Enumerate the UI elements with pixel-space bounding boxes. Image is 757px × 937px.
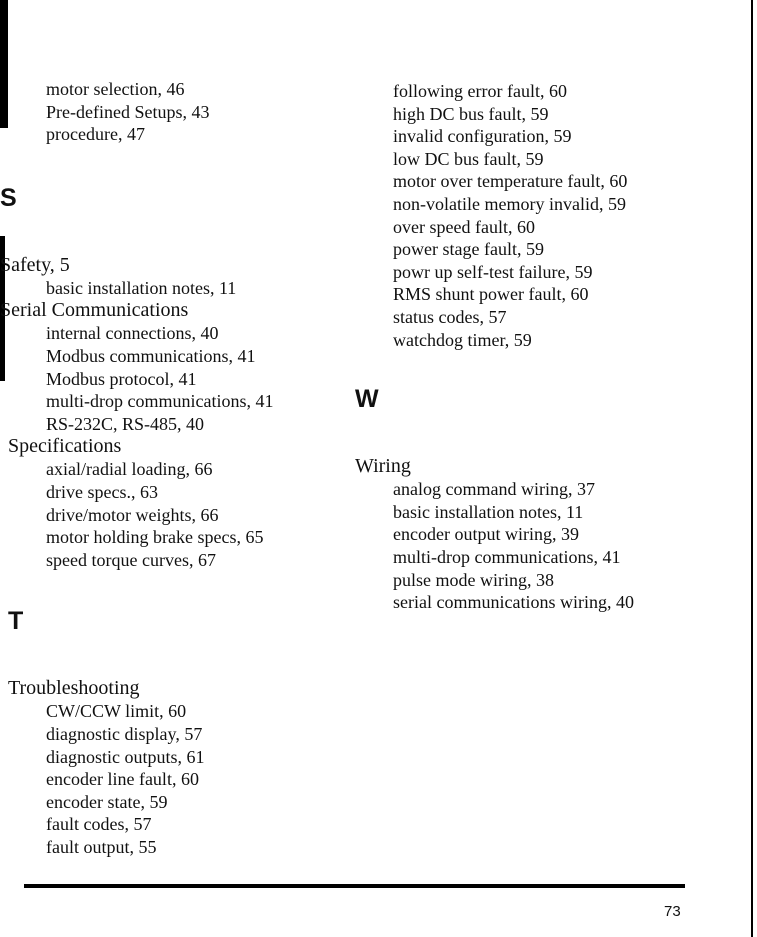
index-subentry: basic installation notes, 11 bbox=[393, 501, 584, 522]
index-subentry: fault codes, 57 bbox=[46, 814, 152, 835]
index-entry-safety: Safety, 5 bbox=[0, 253, 70, 276]
index-subentry: encoder state, 59 bbox=[46, 791, 168, 812]
index-subentry: serial communications wiring, 40 bbox=[393, 592, 634, 613]
section-letter-s: S bbox=[0, 183, 17, 212]
section-letter-w: W bbox=[355, 385, 379, 414]
index-subentry: watchdog timer, 59 bbox=[393, 329, 532, 350]
index-entry-serial-communications: Serial Communications bbox=[0, 299, 189, 322]
index-column-left bbox=[0, 78, 348, 858]
index-subentry: multi-drop communications, 41 bbox=[393, 546, 621, 567]
index-subentry: Pre-defined Setups, 43 bbox=[46, 101, 210, 122]
index-subentry: status codes, 57 bbox=[393, 306, 507, 327]
scan-edge-mark bbox=[751, 0, 753, 937]
scan-edge-mark bbox=[0, 0, 8, 128]
index-subentry: multi-drop communications, 41 bbox=[46, 391, 274, 412]
index-subentry: motor holding brake specs, 65 bbox=[46, 527, 264, 548]
index-subentry: over speed fault, 60 bbox=[393, 216, 535, 237]
index-entry-troubleshooting: Troubleshooting bbox=[8, 677, 140, 700]
index-subentry: powr up self-test failure, 59 bbox=[393, 261, 593, 282]
index-subentry: diagnostic display, 57 bbox=[46, 723, 203, 744]
index-entry-wiring: Wiring bbox=[355, 455, 411, 478]
index-subentry: drive specs., 63 bbox=[46, 481, 158, 502]
index-subentry: non-volatile memory invalid, 59 bbox=[393, 193, 626, 214]
index-subentry: drive/motor weights, 66 bbox=[46, 504, 219, 525]
index-subentry: procedure, 47 bbox=[46, 124, 145, 145]
index-subentry: high DC bus fault, 59 bbox=[393, 103, 549, 124]
index-entry-specifications: Specifications bbox=[8, 435, 122, 458]
footer-rule bbox=[24, 884, 685, 888]
index-subentry: power stage fault, 59 bbox=[393, 239, 544, 260]
index-subentry: motor selection, 46 bbox=[46, 79, 185, 99]
index-subentry: low DC bus fault, 59 bbox=[393, 148, 544, 169]
index-subentry: RMS shunt power fault, 60 bbox=[393, 284, 589, 305]
index-subentry: fault output, 55 bbox=[46, 836, 157, 857]
index-subentry: encoder line fault, 60 bbox=[46, 769, 199, 790]
index-subentry: axial/radial loading, 66 bbox=[46, 459, 213, 480]
index-subentry: motor over temperature fault, 60 bbox=[393, 171, 628, 192]
index-subentry: invalid configuration, 59 bbox=[393, 126, 572, 147]
section-letter-t: T bbox=[8, 607, 24, 636]
index-subentry: following error fault, 60 bbox=[393, 81, 567, 101]
index-subentry: diagnostic outputs, 61 bbox=[46, 746, 205, 767]
index-subentry: Modbus communications, 41 bbox=[46, 345, 256, 366]
index-subentry: speed torque curves, 67 bbox=[46, 549, 216, 570]
index-subentry: CW/CCW limit, 60 bbox=[46, 701, 187, 722]
index-subentry: Modbus protocol, 41 bbox=[46, 368, 197, 389]
page-number: 73 bbox=[664, 903, 681, 920]
index-subentry: encoder output wiring, 39 bbox=[393, 524, 579, 545]
index-column-right bbox=[355, 80, 715, 614]
index-subentry: RS-232C, RS-485, 40 bbox=[46, 413, 205, 434]
index-subentry: analog command wiring, 37 bbox=[393, 479, 595, 500]
index-subentry: basic installation notes, 11 bbox=[46, 277, 237, 298]
index-subentry: pulse mode wiring, 38 bbox=[393, 569, 554, 590]
index-subentry: internal connections, 40 bbox=[46, 323, 219, 344]
